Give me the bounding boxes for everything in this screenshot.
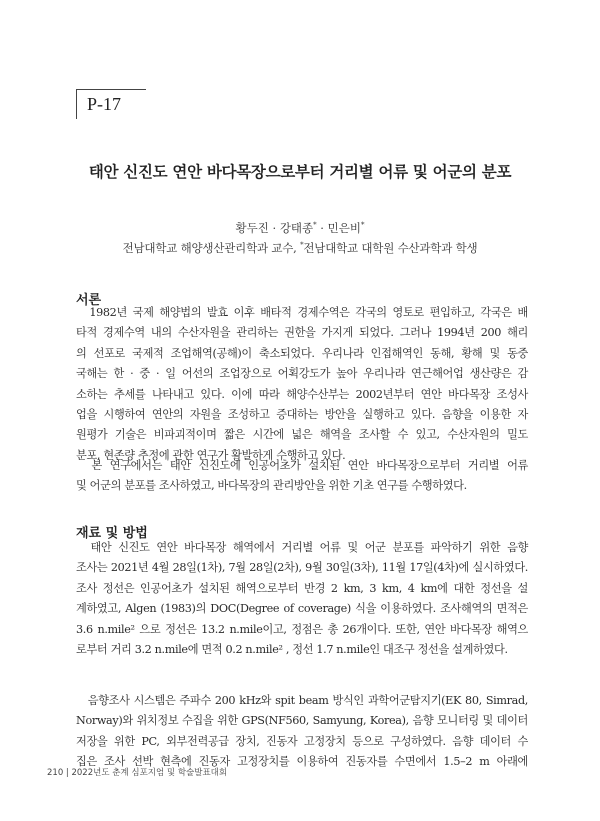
section-heading-introduction: 서론 — [76, 293, 102, 308]
intro-paragraph-2 — [76, 456, 528, 497]
methods-paragraph-2 — [76, 691, 528, 773]
page-label: P-17 — [87, 94, 122, 114]
text-line: 로부터 거리 3.2 n.mile에 면적 0.2 n.mile² , 정선 1.7 n.mile인 대조구 정선을 설계하였다. — [76, 642, 508, 656]
affiliation-student: 전남대학교 대학원 수산과학과 학생 — [303, 241, 478, 255]
intro-paragraph-1 — [76, 303, 528, 466]
author-1: 황두진 — [235, 221, 269, 235]
author-2: 강태종 — [279, 221, 314, 235]
text-line: 음향조사 시스템은 주파수 200 kHz와 spit beam 방식인 과학어군탐지기(EK 80, Simrad, — [76, 694, 528, 707]
text-line: 태안 신진도 연안 바다목장 해역에서 거리별 어류 및 어군 분포를 파악하기 위한 음향 — [76, 541, 528, 554]
author-2-mark: * — [313, 221, 317, 230]
author-3: 민은비 — [327, 221, 361, 235]
text-line: Norway)와 위치정보 수집을 위한 GPS(NF560, Samyung, Korea), 음향 모니터링 및 데이터 — [76, 714, 528, 728]
text-line: 소하는 추세를 나타내고 있다. 이에 따라 해양수산부는 2002년부터 연안 바다목장 조성사 — [76, 387, 528, 401]
text-line: 계하였고, Algen (1983)의 DOC(Degree of coverage) 식을 이용하였다. 조사해역의 면적은 — [76, 602, 528, 616]
methods-paragraph-1 — [76, 538, 528, 660]
text-line: 타적 경제수역 내의 수산자원을 관리하는 권한을 가지게 되었다. 그러나 1994년 200 해리 — [76, 326, 528, 340]
author-separator: · — [268, 221, 280, 235]
text-line: 의 선포로 국제적 조업해역(공해)이 축소되었다. 우리나라 인접해역인 동해, 황해 및 동중 — [76, 346, 528, 360]
text-line: 집은 조사 선박 현측에 진동자 고정장치를 이용하여 진동자를 수면에서 1.5–2 m 아래에 — [76, 755, 528, 769]
affiliation-mark: * — [300, 241, 304, 250]
affiliation-professor: 전남대학교 해양생산관리학과 교수, — [122, 241, 301, 255]
text-line: 및 어군의 분포를 조사하였고, 바다목장의 관리방안을 위한 기초 연구를 수행하였다. — [76, 479, 467, 493]
paper-title: 태안 신진도 연안 바다목장으로부터 거리별 어류 및 어군의 분포 — [88, 163, 512, 181]
text-line: 1982년 국제 해양법의 발효 이후 배타적 경제수역은 각국의 영토로 편입하고, 각국은 배 — [76, 306, 528, 319]
author-list — [0, 220, 600, 236]
text-line: 국해는 한 · 중 · 일 어선의 조업장으로 어획강도가 높아 우리나라 연근해어업 생산량은 감 — [76, 367, 528, 381]
affiliation — [0, 240, 600, 256]
text-line: 조사는 2021년 4월 28일(1차), 7월 28일(2차), 9월 30일(3차), 11월 17일(4차)에 실시하였다. — [76, 561, 528, 575]
text-line: 조사 정선은 인공어초가 설치된 해역으로부터 반경 2 km, 3 km, 4 km에 대한 정선을 설 — [76, 581, 528, 595]
author-separator: · — [316, 221, 328, 235]
text-line: 저장을 위한 PC, 외부전력공급 장치, 진동자 고정장치 등으로 구성하였다. 음향 데이터 수 — [76, 734, 528, 748]
text-line: 업을 시행하여 연안의 자원을 조성하고 증대하는 방안을 실행하고 있다. 음향을 이용한 자 — [76, 407, 528, 421]
author-3-mark: * — [360, 221, 365, 230]
page-label-box — [76, 89, 146, 119]
section-heading-methods: 재료 및 방법 — [76, 526, 148, 541]
text-line: 본 연구에서는 태안 신진도에 인공어초가 설치된 연안 바다목장으로부터 거리별 어류 — [76, 459, 528, 472]
page-footer: 210 | 2022년도 춘계 심포지엄 및 학술발표대회 — [47, 768, 228, 778]
text-line: 3.6 n.mile² 으로 정선은 13.2 n.mile이고, 정점은 총 26개이다. 또한, 연안 바다목장 해역으 — [76, 622, 528, 636]
text-line: 원평가 기술은 비파괴적이며 짧은 시간에 넓은 해역을 조사할 수 있고, 수산자원의 밀도 — [76, 428, 528, 442]
text-line: 분포, 현존량 추정에 관한 연구가 활발하게 수행하고 있다. — [76, 448, 346, 462]
